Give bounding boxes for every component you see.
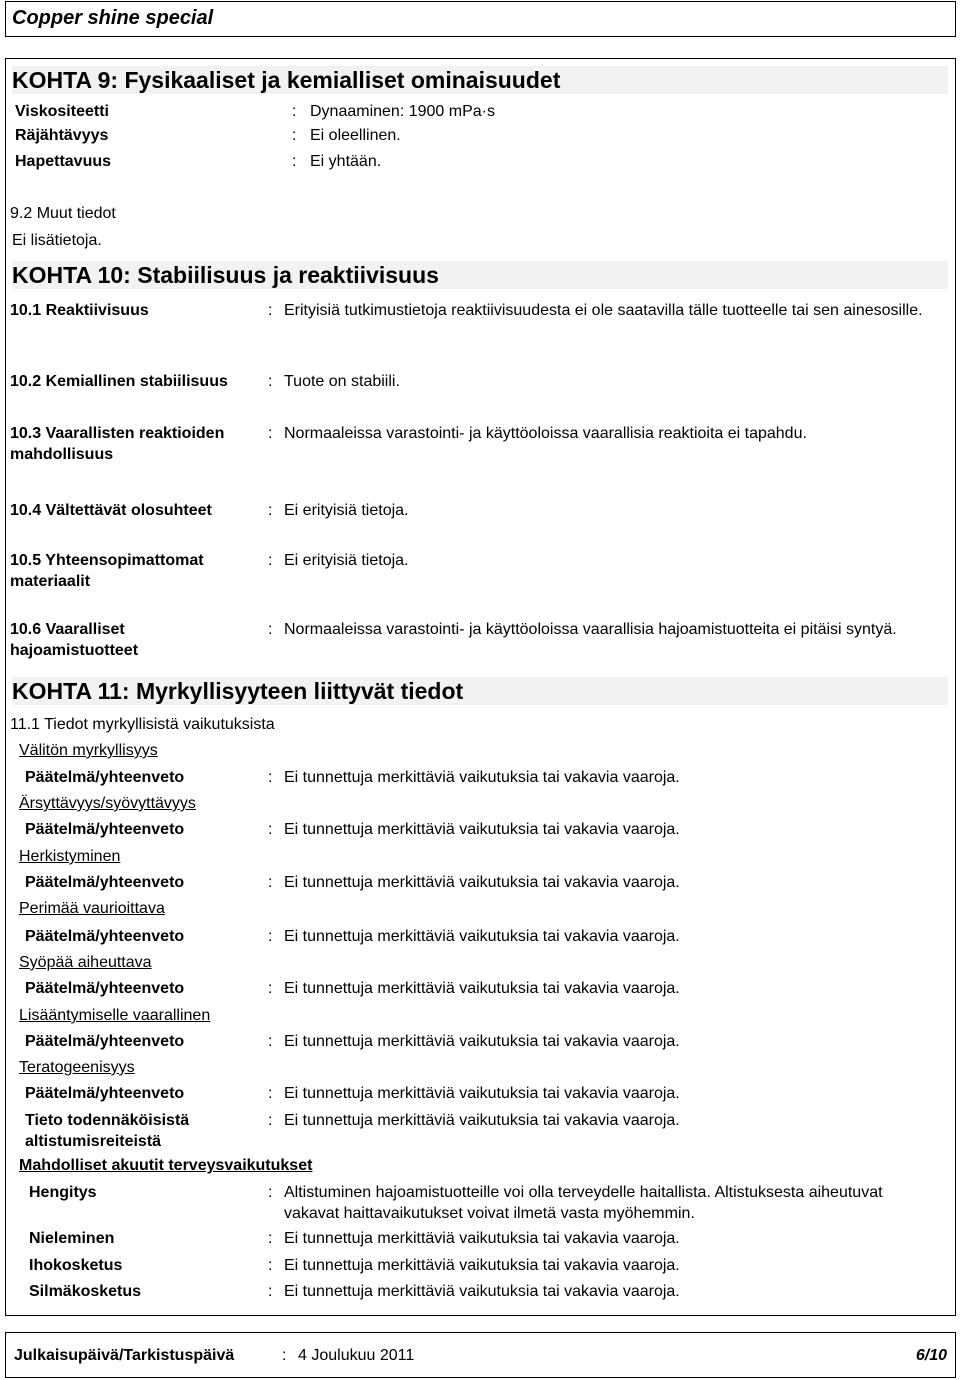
s10-row-value: Tuote on stabiili. <box>284 373 400 390</box>
tox-group-title: Perimää vaurioittava <box>19 900 165 917</box>
s9-sub-text: Ei lisätietoja. <box>12 232 102 249</box>
page-number: 6/10 <box>915 1347 947 1364</box>
s9-row-value: Dynaaminen: 1900 mPa·s <box>310 103 495 120</box>
s10-row-label: 10.6 Vaaralliset hajoamistuotteet <box>10 621 139 659</box>
acute-label: Nieleminen <box>29 1230 115 1247</box>
colon: : <box>268 373 273 390</box>
colon: : <box>268 1033 273 1050</box>
acute-value: Ei tunnettuja merkittäviä vaikutuksia tai vakavia vaaroja. <box>284 1283 680 1300</box>
colon: : <box>268 821 273 838</box>
colon: : <box>268 1257 273 1274</box>
s9-row-label: Hapettavuus <box>15 153 112 170</box>
exposure-label: Tieto todennäköisistä altistumisreiteistä <box>25 1112 190 1150</box>
s10-row-value: Ei erityisiä tietoja. <box>284 502 409 519</box>
acute-label: Hengitys <box>29 1184 97 1201</box>
colon: : <box>268 425 273 442</box>
colon: : <box>268 1112 273 1129</box>
colon: : <box>268 769 273 786</box>
colon: : <box>292 103 297 120</box>
colon: : <box>292 127 297 144</box>
acute-value: Ei tunnettuja merkittäviä vaikutuksia tai vakavia vaaroja. <box>284 1257 680 1274</box>
s10-row-label: 10.4 Vältettävät olosuhteet <box>10 502 212 519</box>
s10-row-label: 10.5 Yhteensopimattomat materiaalit <box>10 552 204 590</box>
tox-value: Ei tunnettuja merkittäviä vaikutuksia tai vakavia vaaroja. <box>284 980 680 997</box>
tox-label: Päätelmä/yhteenveto <box>25 980 185 997</box>
colon: : <box>268 552 273 569</box>
s10-row-value: Erityisiä tutkimustietoja reaktiivisuudesta ei ole saatavilla tälle tuotteelle tai sen ainesosille. <box>284 302 923 319</box>
colon: : <box>268 1085 273 1102</box>
tox-group-title: Ärsyttävyys/syövyttävyys <box>19 795 196 812</box>
s10-row-value: Ei erityisiä tietoja. <box>284 552 409 569</box>
tox-group-title: Teratogeenisyys <box>19 1059 135 1076</box>
footer-label: Julkaisupäivä/Tarkistuspäivä <box>14 1347 235 1364</box>
colon: : <box>292 153 297 170</box>
colon: : <box>268 302 273 319</box>
s9-row-value: Ei oleellinen. <box>310 127 401 144</box>
colon: : <box>268 1230 273 1247</box>
s11-sub-heading: 11.1 Tiedot myrkyllisistä vaikutuksista <box>10 716 275 733</box>
exposure-value: Ei tunnettuja merkittäviä vaikutuksia tai vakavia vaaroja. <box>284 1112 680 1129</box>
s10-row-value: Normaaleissa varastointi- ja käyttöoloissa vaarallisia hajoamistuotteita ei pitäisi syntyä. <box>284 621 897 638</box>
document-footer <box>5 1332 956 1378</box>
section-9-heading: KOHTA 9: Fysikaaliset ja kemialliset ominaisuudet <box>12 66 948 94</box>
acute-label: Silmäkosketus <box>29 1283 142 1300</box>
tox-group-title: Välitön myrkyllisyys <box>19 742 158 759</box>
footer-date: 4 Joulukuu 2011 <box>298 1347 415 1364</box>
tox-value: Ei tunnettuja merkittäviä vaikutuksia tai vakavia vaaroja. <box>284 769 680 786</box>
tox-value: Ei tunnettuja merkittäviä vaikutuksia tai vakavia vaaroja. <box>284 1085 680 1102</box>
tox-label: Päätelmä/yhteenveto <box>25 874 185 891</box>
document-header <box>5 1 956 37</box>
colon: : <box>268 1283 273 1300</box>
tox-group-title: Herkistyminen <box>19 848 121 865</box>
acute-value: Altistuminen hajoamistuotteille voi olla terveydelle haitallista. Altistuksesta aiheutuvat vakavat haittavaikutukset voivat ilmetä vasta myöhemmin. <box>284 1184 883 1222</box>
product-title: Copper shine special <box>12 7 214 29</box>
s9-row-label: Räjähtävyys <box>15 127 109 144</box>
s9-sub-heading: 9.2 Muut tiedot <box>10 205 116 222</box>
s9-row-value: Ei yhtään. <box>310 153 382 170</box>
acute-label: Ihokosketus <box>29 1257 123 1274</box>
footer-separator: : <box>282 1347 287 1364</box>
s9-row-label: Viskositeetti <box>15 103 109 120</box>
colon: : <box>268 980 273 997</box>
tox-group-title: Lisääntymiselle vaarallinen <box>19 1007 211 1024</box>
s10-row-value: Normaaleissa varastointi- ja käyttöoloissa vaarallisia reaktioita ei tapahdu. <box>284 425 807 442</box>
s10-row-label: 10.3 Vaarallisten reaktioiden mahdollisuus <box>10 425 225 463</box>
s10-row-label: 10.1 Reaktiivisuus <box>10 302 149 319</box>
tox-label: Päätelmä/yhteenveto <box>25 821 185 838</box>
s10-row-label: 10.2 Kemiallinen stabiilisuus <box>10 373 228 390</box>
colon: : <box>268 874 273 891</box>
tox-label: Päätelmä/yhteenveto <box>25 769 185 786</box>
colon: : <box>268 502 273 519</box>
section-11-heading: KOHTA 11: Myrkyllisyyteen liittyvät tiedot <box>12 677 948 705</box>
acute-effects-title: Mahdolliset akuutit terveysvaikutukset <box>19 1157 313 1174</box>
tox-label: Päätelmä/yhteenveto <box>25 928 185 945</box>
section-10-heading: KOHTA 10: Stabiilisuus ja reaktiivisuus <box>12 261 948 289</box>
tox-value: Ei tunnettuja merkittäviä vaikutuksia tai vakavia vaaroja. <box>284 821 680 838</box>
tox-value: Ei tunnettuja merkittäviä vaikutuksia tai vakavia vaaroja. <box>284 928 680 945</box>
acute-value: Ei tunnettuja merkittäviä vaikutuksia tai vakavia vaaroja. <box>284 1230 680 1247</box>
colon: : <box>268 621 273 638</box>
colon: : <box>268 928 273 945</box>
colon: : <box>268 1184 273 1201</box>
tox-label: Päätelmä/yhteenveto <box>25 1033 185 1050</box>
tox-group-title: Syöpää aiheuttava <box>19 954 152 971</box>
tox-value: Ei tunnettuja merkittäviä vaikutuksia tai vakavia vaaroja. <box>284 874 680 891</box>
tox-value: Ei tunnettuja merkittäviä vaikutuksia tai vakavia vaaroja. <box>284 1033 680 1050</box>
tox-label: Päätelmä/yhteenveto <box>25 1085 185 1102</box>
